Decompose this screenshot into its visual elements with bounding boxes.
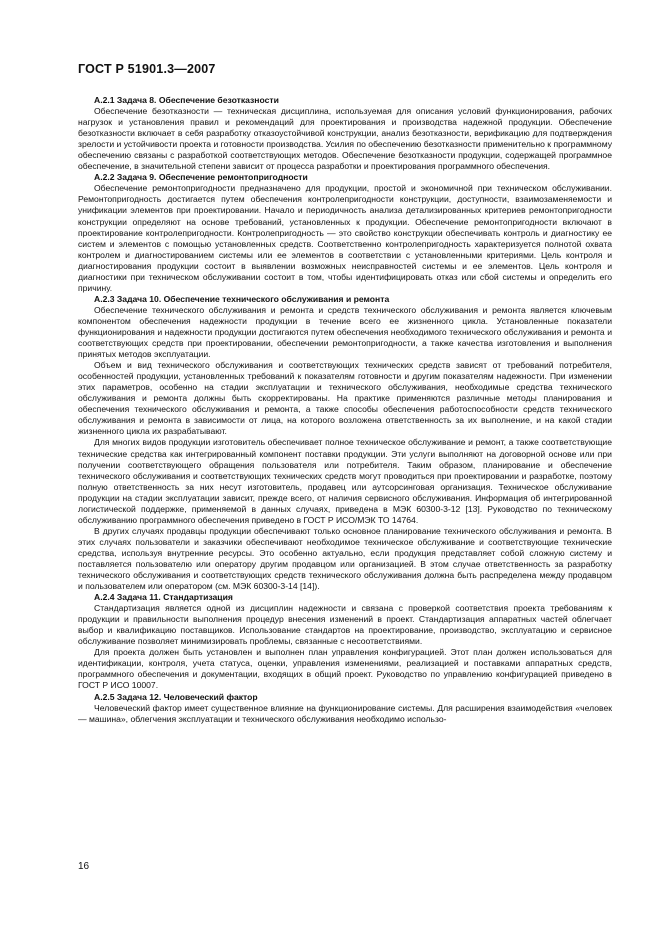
paragraph: Для многих видов продукции изготовитель обеспечивает полное техническое обслуживание и ремонт, а также соответствующие технические средства как интегрированный компонент поставки продукции. Эти услуги выполняют на договорной основе или при получении соответствующего обращения пользователя или потребителя. Таким образом, планирование и обеспечение технического обслуживания и соответствующих технических средств могут проводиться при проектировании и разработке, поэтому полную ответственность за них несут изготовитель, продавец или аутсорсинговая организация. Техническое обслуживание продукции на стадии эксплуатации зависит, прежде всего, от наличия сервисного обслуживания. Информация об интегрированной логистической поддержке, применяемой в данных случаях, приведена в МЭК 60300-3-12 [13]. Руководство по техническому обслуживанию программного обеспечения приведено в ГОСТ Р ИСО/МЭК ТО 14764. xyxy=(78,437,612,525)
section-heading: А.2.3 Задача 10. Обеспечение технического обслуживания и ремонта xyxy=(94,293,390,304)
paragraph: Обеспечение технического обслуживания и ремонта и средств технического обслуживания и ремонта является ключевым компонентом обеспечения надежности продукции в течение всего ее жизненного цикла. Установленные показатели функционирования и надежности продукции достигаются путем обеспечения необходимого технического обслуживания и ремонта и соответствующих средств при проектировании, обеспечении ремонтопригодности, а также качества изготовления и выполнения принятых методов эксплуатации. xyxy=(78,304,612,360)
document-body xyxy=(78,95,612,725)
paragraph: Стандартизация является одной из дисциплин надежности и связана с проверкой соответствия проекта требованиям к продукции и правильности выполнения процедур внесения изменений в проект. Стандартизация аппаратных частей облегчает выбор и квалификацию поставщиков. Использование стандартов на проектирование, производство, эксплуатацию и сервисное обслуживание позволяет минимизировать проблемы, связанные с несоответствиями. xyxy=(78,603,612,647)
paragraph: Объем и вид технического обслуживания и соответствующих технических средств зависят от требований потребителя, особенностей продукции, установленных требований к показателям готовности и другим показателям надежности. При изменении этих параметров, особенно на стадии эксплуатации и технического обслуживания, необходимые средства технического обслуживания и ремонта должны быть скорректированы. На практике применяются различные методы планирования и обеспечения технического обслуживания и ремонта, а также способы обеспечения работоспособности средств технического обслуживания и ремонта в зависимости от лица, на которого возложена ответственность за их выполнение, и на какой стадии жизненного цикла их разрабатывают. xyxy=(78,360,612,437)
page-number: 16 xyxy=(78,861,90,872)
section-heading: А.2.2 Задача 9. Обеспечение ремонтопригодности xyxy=(94,172,308,183)
section-heading: А.2.4 Задача 11. Стандартизация xyxy=(94,592,233,603)
paragraph: Человеческий фактор имеет существенное влияние на функционирование системы. Для расширения взаимодействия «человек — машина», облегчения эксплуатации и технического обслуживания необходимо использо- xyxy=(78,702,612,724)
paragraph: В других случаях продавцы продукции обеспечивают только основное планирование технического обслуживания и ремонта. В этих случаях пользователи и заказчики обеспечивают необходимое техническое обслуживание и соответствующие технические средства, используя внутренние ресурсы. Это особенно актуально, если продукция представляет собой сложную систему и поставляется пользователю или оператору другим продавцом или организацией. В этом случае ответственность за разработку технического обслуживания и соответствующих средств технического обслуживания должна быть распределена между продавцом и пользователем или оператором (см. МЭК 60300-3-14 [14]). xyxy=(78,525,612,592)
section-heading: А.2.1 Задача 8. Обеспечение безотказности xyxy=(94,95,279,105)
paragraph: Обеспечение ремонтопригодности предназначено для продукции, простой и экономичной при техническом обслуживании. Ремонтопригодность достигается путем обеспечения контролепригодности конструкции, доступности, взаимозаменяемости и унификации элементов при проектировании. Начало и периодичность анализа детализированных критериев ремонтопригодности конструкции определяют на основе требований, установленных к продукции. Обеспечение ремонтопригодности включают в проектирование контролепригодности. Контролепригодность — это свойство конструкции обеспечивать контроль и диагностику ее систем и элементов с помощью установленных средств. Соответственно контролепригодность характеризуется полнотой охвата контролем и диагностированием системы или ее элементов в соответствии с установленными критериями. Цель контроля и диагностирования продукции состоит в выявлении возможных неисправностей системы и ее элементов. Цель контроля и диагностики при техническом обслуживании состоит в том, чтобы идентифицировать отказ или сбой системы и определить его причину. xyxy=(78,183,612,293)
paragraph: Для проекта должен быть установлен и выполнен план управления конфигурацией. Этот план должен использоваться для идентификации, контроля, учета статуса, оценки, управления изменениями, реализацией и поставками аппаратных средств, программного обеспечения и документации, входящих в общий проект. Руководство по управлению конфигурацией приведено в ГОСТ Р ИСО 10007. xyxy=(78,647,612,691)
paragraph: Обеспечение безотказности — техническая дисциплина, используемая для описания условий функционирования, рабочих нагрузок и установления правил и рекомендаций для проектирования и производства надежной продукции. Обеспечение безотказности включает в себя разработку отказоустойчивой конструкции, анализ безотказности, верификацию для подтверждения зрелости и устойчивости проекта и готовности производства. Усилия по обеспечению безотказности применительно к программному обеспечению связаны с разработкой соответствующих методов. Обеспечение безотказности продукции, содержащей программное обеспечение, в значительной степени зависит от процесса разработки и проектирования программного обеспечения. xyxy=(78,106,612,172)
section-heading: А.2.5 Задача 12. Человеческий фактор xyxy=(94,691,258,702)
document-header: ГОСТ Р 51901.3—2007 xyxy=(78,62,216,76)
